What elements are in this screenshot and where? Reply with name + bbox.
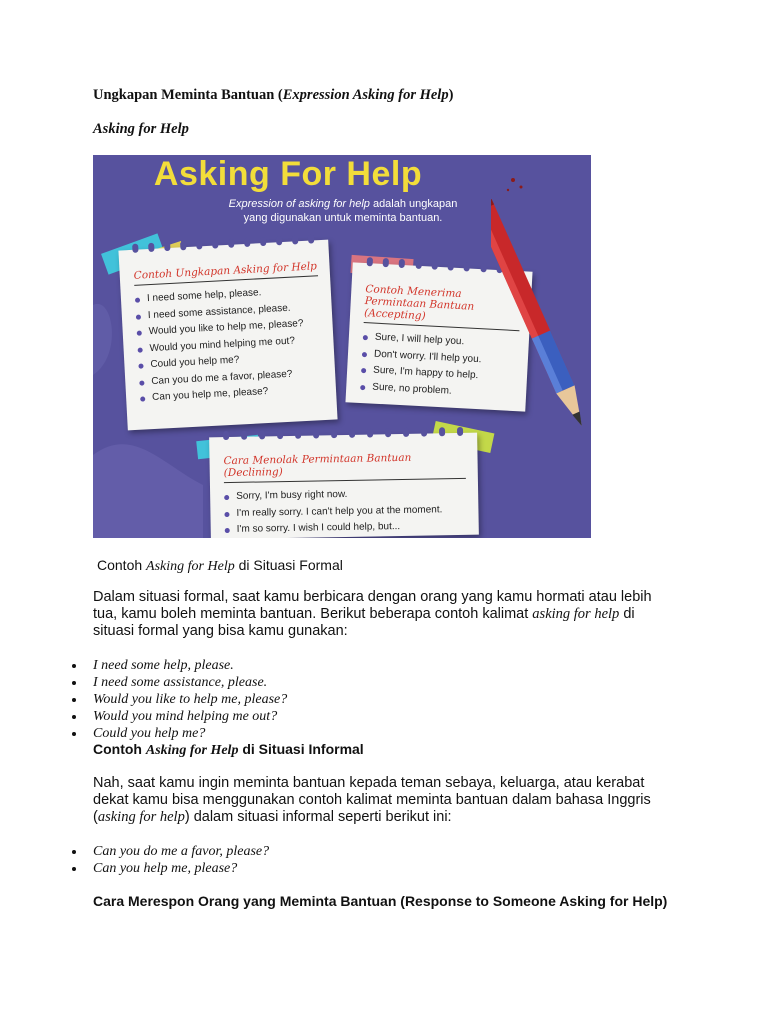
list-item: Sure, I will help you. xyxy=(362,329,519,354)
asking-for-help-infographic xyxy=(93,155,591,538)
heading-post: di Situasi Formal xyxy=(234,557,343,573)
card-left-heading: Contoh Ungkapan Asking for Help xyxy=(133,260,318,286)
infographic-title: Asking For Help xyxy=(153,155,423,193)
list-item: Could you help me? xyxy=(70,725,287,742)
section-formal-paragraph xyxy=(93,589,673,640)
list-item: I'm so sorry. I wish I could help, but... xyxy=(225,518,467,538)
heading-post: di Situasi Informal xyxy=(238,741,364,757)
list-item: Would you like to help me, please? xyxy=(70,691,287,708)
section-informal-paragraph xyxy=(93,775,673,826)
para-text: di situasi formal yang bisa kamu gunakan: xyxy=(93,606,635,639)
list-item: I need some help, please. xyxy=(70,657,287,674)
heading-pre: Contoh xyxy=(93,741,146,757)
para-text: ) dalam situasi informal seperti berikut ini: xyxy=(184,809,452,825)
list-item: I'm really sorry. I can't help you at the moment. xyxy=(224,501,466,522)
section-formal-heading xyxy=(97,557,343,575)
list-item: Can you help me, please? xyxy=(70,860,269,877)
list-item: Can you do me a favor, please? xyxy=(139,365,324,391)
informal-examples-list xyxy=(70,843,269,877)
para-text: Nah, saat kamu ingin meminta bantuan kepada teman sebaya, keluarga, atau kerabat dekat kamu bisa menggunakan contoh kalimat meminta bantuan dalam bahasa Inggris ( xyxy=(93,775,651,825)
document-title xyxy=(93,87,453,104)
heading-pre: Contoh xyxy=(97,557,147,573)
card-bottom-heading: Cara Menolak Permintaan Bantuan (Declining) xyxy=(223,451,465,483)
pencil-icon xyxy=(491,185,587,475)
list-item: Can you do me a favor, please? xyxy=(70,843,269,860)
infographic-tagline xyxy=(193,197,493,225)
heading-italic: Asking for Help xyxy=(146,559,235,574)
formal-examples-list xyxy=(70,657,287,742)
title-italic-text: Expression Asking for Help xyxy=(282,87,449,103)
section-informal-heading xyxy=(93,741,364,759)
title-end-text: ) xyxy=(448,87,454,103)
list-item: Would you like to help me, please? xyxy=(136,315,321,341)
list-item: Sure, no problem. xyxy=(360,378,517,403)
card-declining-examples xyxy=(209,433,479,538)
list-item: Would you mind helping me out? xyxy=(137,332,322,358)
list-item: Would you mind helping me out? xyxy=(70,708,287,725)
heading-italic: Asking for Help xyxy=(145,743,239,758)
para-italic: asking for help xyxy=(532,606,620,622)
para-italic: asking for help xyxy=(97,809,185,825)
tagline-italic: Expression of asking for help xyxy=(228,198,370,210)
list-item: I need some help, please. xyxy=(135,282,320,308)
list-item: I need some assistance, please. xyxy=(70,674,287,691)
card-asking-examples xyxy=(118,240,337,431)
list-item: Don't worry. I'll help you. xyxy=(362,346,519,371)
list-item: Can you help me, please? xyxy=(140,381,325,407)
para-text: Dalam situasi formal, saat kamu berbicara dengan orang yang kamu hormati atau lebih tua, kamu boleh meminta bantuan. Berikut beberapa contoh kalimat xyxy=(93,589,652,622)
tagline-rest: adalah ungkapan xyxy=(369,198,458,210)
card-right-heading: Contoh Menerima Permintaan Bantuan (Accepting) xyxy=(364,283,522,331)
document-subtitle: Asking for Help xyxy=(93,121,189,137)
list-item: Sorry, I'm busy right now. xyxy=(224,485,466,506)
list-item: Could you help me? xyxy=(138,348,323,374)
list-item: Sure, I'm happy to help. xyxy=(361,362,518,387)
tagline-line2: yang digunakan untuk meminta bantuan. xyxy=(243,212,443,224)
list-item: I need some assistance, please. xyxy=(135,299,320,325)
section-response-heading: Cara Merespon Orang yang Meminta Bantuan (Response to Someone Asking for Help) xyxy=(93,893,668,909)
title-text: Ungkapan Meminta Bantuan ( xyxy=(93,87,283,103)
